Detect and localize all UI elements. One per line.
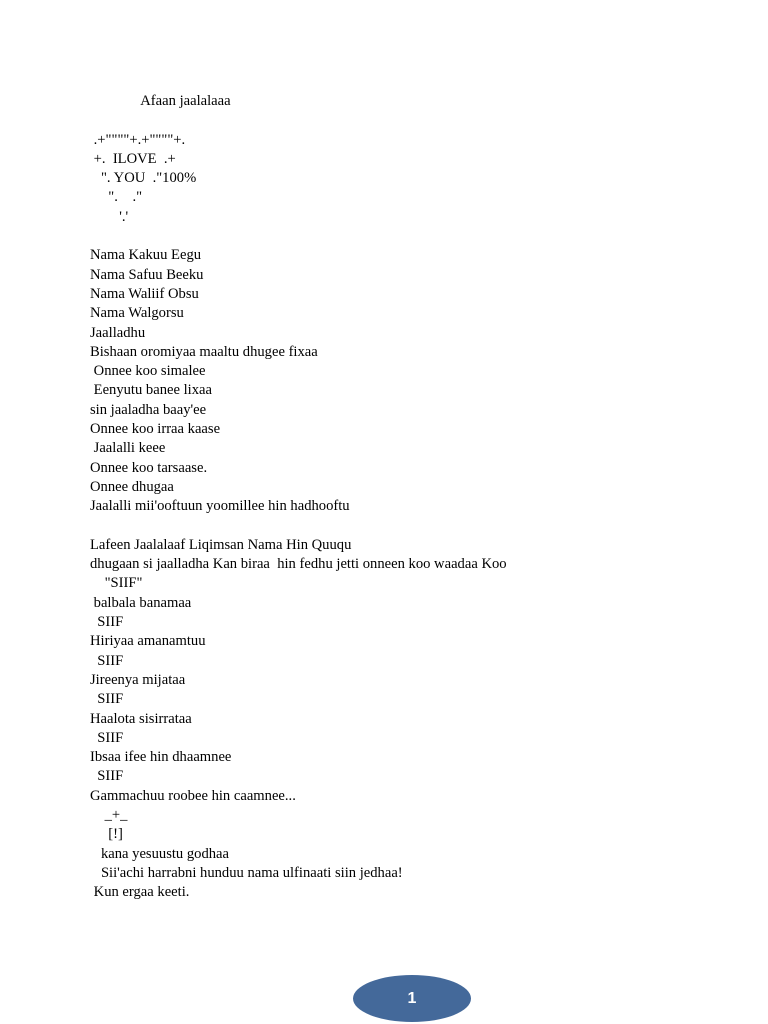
text-line: Nama Waliif Obsu xyxy=(90,285,199,302)
text-line: Onnee koo tarsaase. xyxy=(90,459,208,476)
text-line: balbala banamaa xyxy=(90,594,192,611)
text-line: Onnee dhugaa xyxy=(90,478,174,495)
text-line: dhugaan si jaalladha Kan biraa hin fedhu jetti onneen koo waadaa Koo xyxy=(90,556,507,573)
page-number-badge xyxy=(353,975,471,1022)
text-line: _+_ xyxy=(90,806,128,823)
text-line: sin jaaladha baay'ee xyxy=(90,401,207,418)
text-line: Nama Kakuu Eegu xyxy=(90,247,202,264)
text-line: Ibsaa ifee hin dhaamnee xyxy=(90,749,232,766)
text-line: Sii'achi harrabni hunduu nama ulfinaati siin jedhaa! xyxy=(90,864,403,881)
text-line: Jireenya mijataa xyxy=(90,671,186,688)
text-line: Lafeen Jaalalaaf Liqimsan Nama Hin Quuqu xyxy=(90,536,352,553)
text-line: [!] xyxy=(90,826,123,843)
text-line: Eenyutu banee lixaa xyxy=(90,382,212,399)
text-line: SIIF xyxy=(90,729,124,746)
text-line: +. ILOVE .+ xyxy=(90,150,176,167)
text-line: Haalota sisirrataa xyxy=(90,710,192,727)
text-line: ". YOU ."100% xyxy=(90,170,197,187)
blank-line xyxy=(90,111,730,130)
text-line: SIIF xyxy=(90,652,124,669)
text-line: kana yesuustu godhaa xyxy=(90,845,230,862)
blank-line xyxy=(90,227,730,246)
document-body xyxy=(90,92,730,902)
text-line: Jaalalli mii'ooftuun yoomillee hin hadhooftu xyxy=(90,498,350,515)
text-line: Onnee koo simalee xyxy=(90,363,206,380)
text-line: Onnee koo irraa kaase xyxy=(90,421,221,438)
text-line: SIIF xyxy=(90,614,124,631)
text-line: Nama Safuu Beeku xyxy=(90,266,204,283)
blank-line xyxy=(90,517,730,536)
text-line: Nama Walgorsu xyxy=(90,305,184,322)
text-line: '.' xyxy=(90,208,129,225)
text-line: Kun ergaa keeti. xyxy=(90,884,190,901)
page-number: 1 xyxy=(407,989,417,1007)
text-line: SIIF xyxy=(90,768,124,785)
text-line: Hiriyaa amanamtuu xyxy=(90,633,206,650)
text-line: ". ." xyxy=(90,189,143,206)
text-line: Jaalladhu xyxy=(90,324,146,341)
text-line: Gammachuu roobee hin caamnee... xyxy=(90,787,296,804)
text-line: Afaan jaalalaaa xyxy=(90,93,231,109)
text-line: SIIF xyxy=(90,691,124,708)
text-line: .+""""+.+""""+. xyxy=(90,131,186,148)
text-line: Bishaan oromiyaa maaltu dhugee fixaa xyxy=(90,343,318,360)
text-line: Jaalalli keee xyxy=(90,440,166,457)
text-line: "SIIF" xyxy=(90,575,143,592)
